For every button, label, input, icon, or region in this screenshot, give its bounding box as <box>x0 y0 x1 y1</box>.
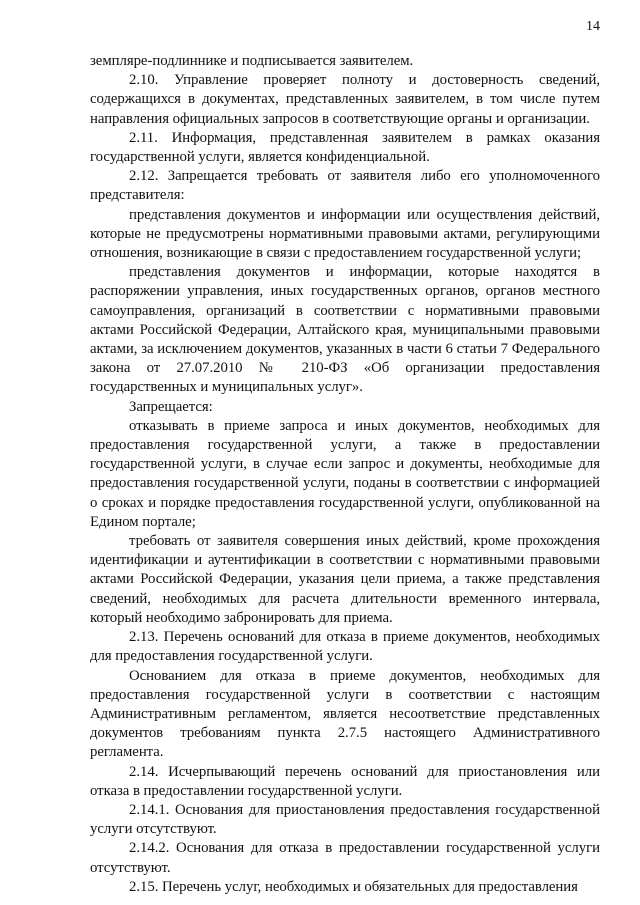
paragraph-1: земпляре-подлиннике и подписывается заявителем. <box>90 53 414 69</box>
paragraph-2-10: 2.10. Управление проверяет полноту и достоверность сведений, содержащихся в документах, представленных заявителем, в том числе путем направления официальных запросов в соответствующие органы и организации. <box>90 72 600 127</box>
paragraph-prohibited-item-2: требовать от заявителя совершения иных действий, кроме прохождения идентификации и аутентификации в соответствии с нормативными правовыми актами Российской Федерации, указания цели приема, а также представления сведений, необходимых для расчета длительности временного интервала, который необходимо забронировать для приема. <box>90 533 600 626</box>
paragraph-2-14: 2.14. Исчерпывающий перечень оснований для приостановления или отказа в предоставлении государственной услуги. <box>90 763 600 799</box>
paragraph-list-item-1: представления документов и информации или осуществления действий, которые не предусмотрены нормативными правовыми актами, регулирующими отношения, возникающие в связи с предоставлением государственной услуги; <box>90 206 600 262</box>
paragraph-2-13: 2.13. Перечень оснований для отказа в приеме документов, необходимых для предоставления государственной услуги. <box>90 629 600 665</box>
page-number: 14 <box>586 19 600 34</box>
paragraph-prohibited: Запрещается: <box>129 398 213 415</box>
paragraph-2-14-1: 2.14.1. Основания для приостановления предоставления государственной услуги отсутствуют. <box>90 801 600 838</box>
paragraph-2-15: 2.15. Перечень услуг, необходимых и обязательных для предоставления <box>129 878 578 895</box>
paragraph-refusal-basis: Основанием для отказа в приеме документов, необходимых для предоставления государственной услуги в соответствии с настоящим Административным регламентом, является несоответствие представленных документов требованиям пункта 2.7.5 настоящего Административного регламента. <box>90 667 600 761</box>
paragraph-prohibited-item-1: отказывать в приеме запроса и иных документов, необходимых для предоставления государственной услуги, а также в предоставлении государственной услуги, в случае если запрос и документы, необходимые для предоставления государственной услуги, поданы в соответствии с информацией о сроках и порядке предоставления государственной услуги, опубликованной на Едином портале; <box>90 417 600 530</box>
paragraph-2-14-2: 2.14.2. Основания для отказа в предоставлении государственной услуги отсутствуют. <box>90 840 600 876</box>
paragraph-2-12: 2.12. Запрещается требовать от заявителя либо его уполномоченного представителя: <box>90 168 600 204</box>
paragraph-2-11: 2.11. Информация, представленная заявителем в рамках оказания государственной услуги, является конфиденциальной. <box>90 129 600 166</box>
document-body <box>90 52 600 897</box>
paragraph-list-item-2: представления документов и информации, которые находятся в распоряжении управления, иных государственных органов, органов местного самоуправления, организаций в соответствии с нормативными правовыми актами Российской Федерации, Алтайского края, муниципальными правовыми актами, за исключением документов, указанных в части 6 статьи 7 Федерального закона от 27.07.2010 № 210-ФЗ «Об организации предоставления государственных и муниципальных услуг». <box>90 264 600 396</box>
